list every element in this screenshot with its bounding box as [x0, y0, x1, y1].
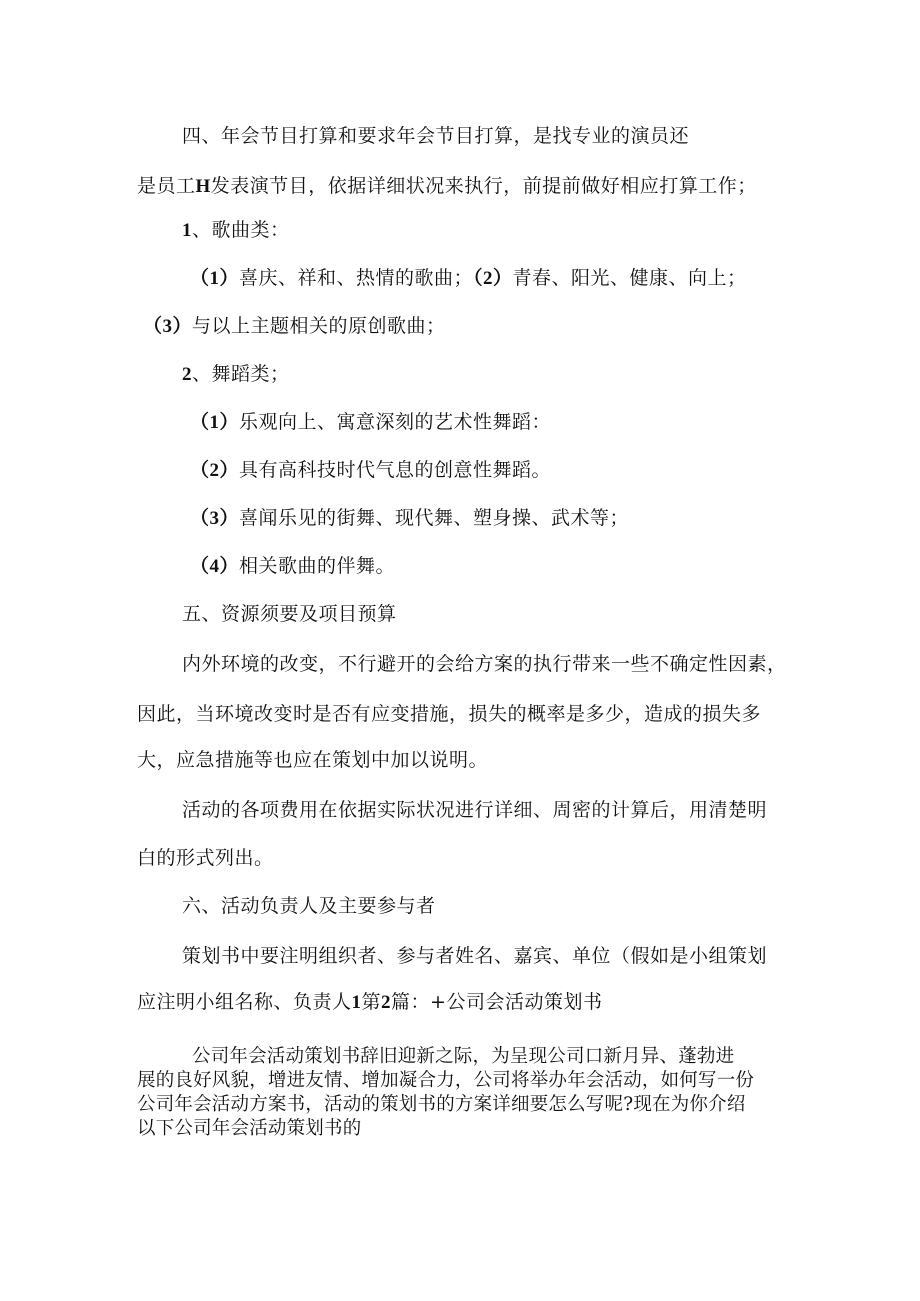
closing-line1: 公司年会活动策划书辞旧迎新之际，为呈现公司口新月异、蓬勃进	[192, 1046, 735, 1067]
songs-items-line2	[143, 314, 446, 339]
section5-para2-line2: 白的形式列出。	[137, 847, 274, 869]
section6-heading: 六、活动负责人及主要参与者	[182, 895, 436, 917]
dance-item-text: 喜闻乐见的街舞、现代舞、塑身操、武术等；	[239, 507, 630, 529]
closing-line3: 公司年会活动方案书，活动的策划书的方案详细要怎么写呢?现在为你介绍	[137, 1094, 746, 1115]
closing-line2: 展的良好风貌，增进友情、增加凝合力，公司将举办年会活动，如何写一份	[137, 1070, 755, 1091]
section5-heading: 五、资源须要及项目预算	[182, 603, 397, 625]
section6-para-line1: 策划书中要注明组织者、参与者姓名、嘉宾、单位（假如是小组策划	[182, 945, 768, 967]
closing-line4: 以下公司年会活动策划书的	[137, 1118, 362, 1139]
section6-para-line2	[137, 990, 602, 1015]
section5-para1-line1: 内外环境的改变，不行避开的会给方案的执行带来一些不确定性因素，	[182, 653, 787, 675]
dance-item-num: （3）	[190, 508, 240, 529]
section4-continuation	[137, 174, 757, 199]
dance-item-text: 乐观向上、寓意深刻的艺术性舞蹈：	[239, 411, 552, 433]
dance-item	[190, 554, 395, 579]
song-item1-num: （1）	[190, 268, 240, 289]
section4-heading: 四、年会节目打算和要求年会节目打算，是找专业的演员还	[182, 125, 690, 147]
song-item3-text: 与以上主题相关的原创歌曲；	[192, 315, 446, 337]
dance-item-num: （4）	[190, 556, 240, 577]
dance-item-text: 具有高科技时代气息的创意性舞蹈。	[239, 459, 552, 481]
section5-para1-line3: 大，应急措施等也应在策划中加以说明。	[137, 749, 489, 771]
songs-heading	[182, 218, 290, 243]
dance-item	[190, 410, 551, 435]
song-item1-text: 喜庆、祥和、热情的歌曲；	[239, 267, 474, 289]
song-item3-num: （3）	[143, 316, 193, 337]
cont-bold: H	[195, 176, 211, 197]
s6-num2: 2	[381, 992, 392, 1013]
s6-mid: 第	[361, 991, 382, 1013]
s6-num1: 1	[351, 992, 362, 1013]
dance-item	[190, 458, 551, 483]
cont-post: 发表演节目，依据详细状况来执行，前提前做好相应打算工作；	[210, 175, 757, 197]
songs-num: 1	[182, 220, 192, 241]
dance-heading	[182, 362, 290, 387]
dance-item	[190, 506, 629, 531]
dance-item-num: （1）	[190, 412, 240, 433]
s6-pre: 应注明小组名称、负责人	[137, 991, 352, 1013]
section5-para2-line1: 活动的各项费用在依据实际状况进行详细、周密的计算后，用清楚明	[182, 799, 768, 821]
dance-label: 、舞蹈类；	[192, 363, 290, 385]
dance-item-num: （2）	[190, 460, 240, 481]
songs-label: 、歌曲类：	[192, 219, 290, 241]
section5-para1-line2: 因此，当环境改变时是否有应变措施，损失的概率是多少，造成的损失多	[137, 703, 762, 725]
dance-num: 2	[182, 364, 192, 385]
cont-pre: 是员工	[137, 175, 196, 197]
songs-items-line1	[190, 266, 747, 291]
dance-item-text: 相关歌曲的伴舞。	[239, 555, 396, 577]
song-item2-num: （2）	[473, 268, 513, 289]
song-item2-text: 青春、阳光、健康、向上；	[512, 267, 747, 289]
s6-post: 篇：+公司会活动策划书	[391, 991, 603, 1013]
